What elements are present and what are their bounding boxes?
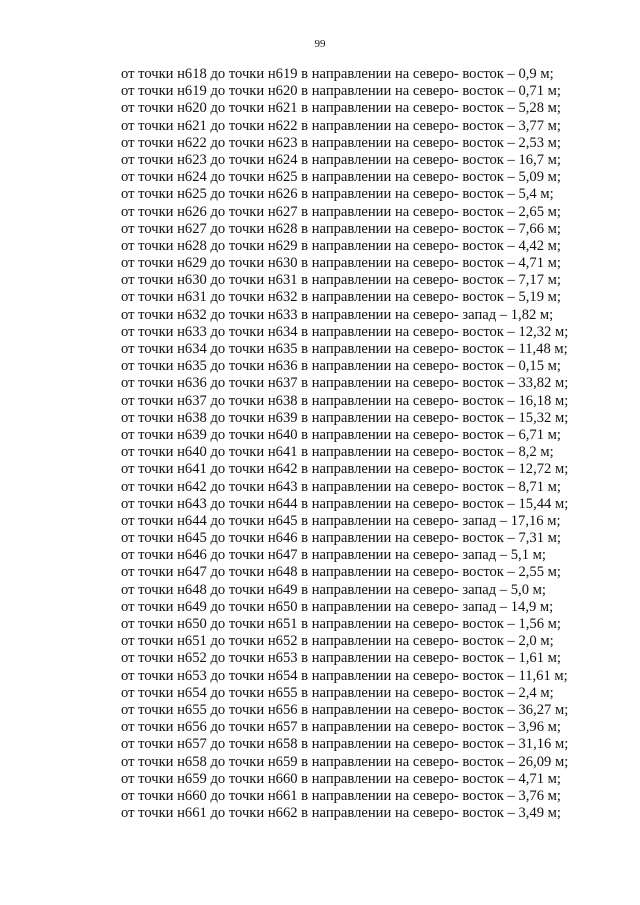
boundary-segment-line: от точки н646 до точки н647 в направлении на северо- запад – 5,1 м; <box>121 547 546 564</box>
boundary-segment-line: от точки н630 до точки н631 в направлении на северо- восток – 7,17 м; <box>121 272 561 289</box>
boundary-segment-line: от точки н634 до точки н635 в направлении на северо- восток – 11,48 м; <box>121 341 568 357</box>
boundary-segment-line: от точки н647 до точки н648 в направлении на северо- восток – 2,55 м; <box>121 564 561 581</box>
boundary-segment-line: от точки н651 до точки н652 в направлении на северо- восток – 2,0 м; <box>121 633 554 650</box>
boundary-segment-line: от точки н624 до точки н625 в направлении на северо- восток – 5,09 м; <box>121 169 561 186</box>
boundary-segment-line: от точки н631 до точки н632 в направлении на северо- восток – 5,19 м; <box>121 289 561 306</box>
boundary-segment-line: от точки н625 до точки н626 в направлении на северо- восток – 5,4 м; <box>121 186 554 203</box>
boundary-segment-line: от точки н650 до точки н651 в направлении на северо- восток – 1,56 м; <box>121 616 561 632</box>
boundary-segment-line: от точки н626 до точки н627 в направлении на северо- восток – 2,65 м; <box>121 203 561 220</box>
boundary-segment-line: от точки н644 до точки н645 в направлении на северо- запад – 17,16 м; <box>121 512 561 529</box>
boundary-segment-line: от точки н620 до точки н621 в направлении на северо- восток – 5,28 м; <box>121 100 561 117</box>
boundary-segment-line: от точки н660 до точки н661 в направлении на северо- восток – 3,76 м; <box>121 787 561 804</box>
boundary-segment-line: от точки н621 до точки н622 в направлении на северо- восток – 3,77 м; <box>121 117 561 134</box>
boundary-segment-line: от точки н652 до точки н653 в направлении на северо- восток – 1,61 м; <box>121 650 561 667</box>
boundary-segment-line: от точки н655 до точки н656 в направлении на северо- восток – 36,27 м; <box>121 701 569 718</box>
boundary-segment-line: от точки н628 до точки н629 в направлении на северо- восток – 4,42 м; <box>121 237 561 254</box>
boundary-segment-line: от точки н659 до точки н660 в направлении на северо- восток – 4,71 м; <box>121 770 561 787</box>
page-number: 99 <box>314 38 326 50</box>
boundary-segment-line: от точки н648 до точки н649 в направлении на северо- запад – 5,0 м; <box>121 581 546 598</box>
boundary-segment-line: от точки н618 до точки н619 в направлении на северо- восток – 0,9 м; <box>121 66 554 82</box>
boundary-segment-line: от точки н656 до точки н657 в направлении на северо- восток – 3,96 м; <box>121 719 561 736</box>
boundary-segment-line: от точки н635 до точки н636 в направлении на северо- восток – 0,15 м; <box>121 358 561 375</box>
boundary-segment-line: от точки н623 до точки н624 в направлении на северо- восток – 16,7 м; <box>121 151 561 168</box>
boundary-segment-line: от точки н640 до точки н641 в направлении на северо- восток – 8,2 м; <box>121 444 554 461</box>
boundary-segment-line: от точки н627 до точки н628 в направлении на северо- восток – 7,66 м; <box>121 220 561 237</box>
boundary-segment-line: от точки н622 до точки н623 в направлении на северо- восток – 2,53 м; <box>121 134 561 151</box>
boundary-segment-line: от точки н657 до точки н658 в направлении на северо- восток – 31,16 м; <box>121 736 569 753</box>
boundary-segment-line: от точки н661 до точки н662 в направлении на северо- восток – 3,49 м; <box>121 805 561 822</box>
boundary-segment-line: от точки н649 до точки н650 в направлении на северо- запад – 14,9 м; <box>121 598 554 615</box>
boundary-segment-line: от точки н658 до точки н659 в направлении на северо- восток – 26,09 м; <box>121 753 569 770</box>
boundary-segment-line: от точки н642 до точки н643 в направлении на северо- восток – 8,71 м; <box>121 478 561 495</box>
boundary-segment-line: от точки н632 до точки н633 в направлении на северо- запад – 1,82 м; <box>121 306 554 323</box>
boundary-segment-line: от точки н645 до точки н646 в направлении на северо- восток – 7,31 м; <box>121 530 561 547</box>
boundary-segment-line: от точки н629 до точки н630 в направлении на северо- восток – 4,71 м; <box>121 255 561 272</box>
boundary-description-list <box>121 66 621 822</box>
boundary-segment-line: от точки н643 до точки н644 в направлении на северо- восток – 15,44 м; <box>121 495 569 512</box>
boundary-segment-line: от точки н636 до точки н637 в направлении на северо- восток – 33,82 м; <box>121 375 569 392</box>
boundary-segment-line: от точки н619 до точки н620 в направлении на северо- восток – 0,71 м; <box>121 83 561 100</box>
boundary-segment-line: от точки н654 до точки н655 в направлении на северо- восток – 2,4 м; <box>121 684 554 701</box>
boundary-segment-line: от точки н638 до точки н639 в направлении на северо- восток – 15,32 м; <box>121 409 569 426</box>
boundary-segment-line: от точки н639 до точки н640 в направлении на северо- восток – 6,71 м; <box>121 426 561 443</box>
boundary-segment-line: от точки н633 до точки н634 в направлении на северо- восток – 12,32 м; <box>121 323 569 340</box>
boundary-segment-line: от точки н637 до точки н638 в направлении на северо- восток – 16,18 м; <box>121 392 569 409</box>
boundary-segment-line: от точки н641 до точки н642 в направлении на северо- восток – 12,72 м; <box>121 461 569 478</box>
boundary-segment-line: от точки н653 до точки н654 в направлении на северо- восток – 11,61 м; <box>121 667 568 684</box>
